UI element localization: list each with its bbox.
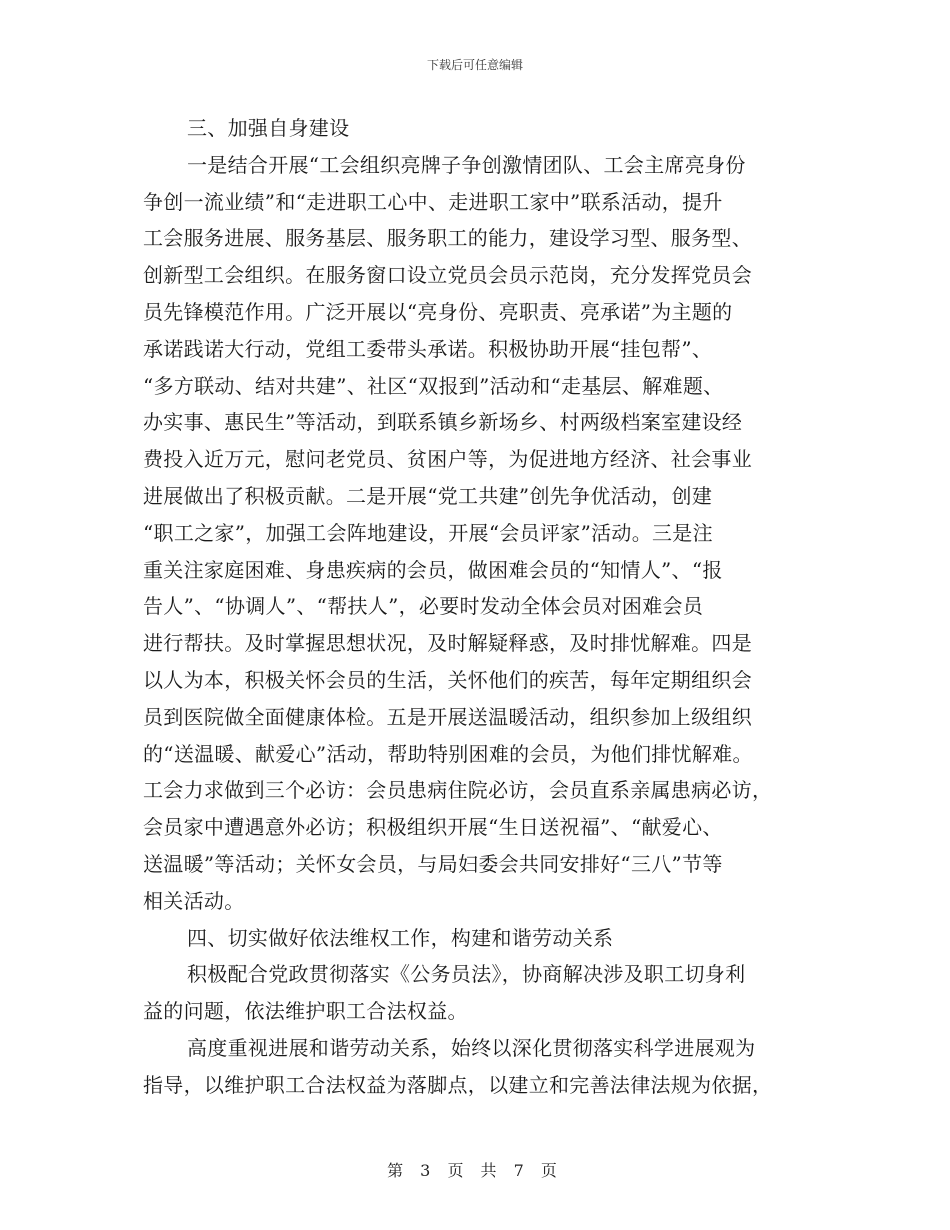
text-line: 会员家中遭遇意外必访；积极组织开展“生日送祝福”、“献爱心、: [143, 815, 723, 840]
text-line: 费投入近万元，慰问老党员、贫困户等，为促进地方经济、社会事业: [143, 447, 752, 472]
text-line: 创新型工会组织。在服务窗口设立党员会员示范岗，充分发挥党员会: [143, 263, 752, 288]
text-line: 争创一流业绩”和“走进职工心中、走进职工家中”联系活动，提升: [143, 189, 723, 214]
page-number: 第 3 页 共 7 页: [387, 1161, 563, 1180]
text-line: 三、加强自身建设: [187, 116, 350, 140]
text-line: 四、切实做好依法维权工作，构建和谐劳动关系: [187, 925, 614, 950]
text-line: 员到医院做全面健康体检。五是开展送温暖活动，组织参加上级组织: [143, 704, 752, 729]
text-line: 工会力求做到三个必访：会员患病住院必访，会员直系亲属患病必访，: [143, 778, 773, 803]
text-line: 送温暖”等活动；关怀女会员，与局妇委会共同安排好“三八”节等: [143, 851, 723, 876]
text-line: 以人为本，积极关怀会员的生活，关怀他们的疾苦，每年定期组织会: [143, 667, 752, 692]
text-line: 工会服务进展、服务基层、服务职工的能力，建设学习型、服务型、: [143, 226, 752, 251]
text-line: 一是结合开展“工会组织亮牌子争创激情团队、工会主席亮身份: [187, 152, 746, 177]
text-line: 指导，以维护职工合法权益为落脚点，以建立和完善法律法规为依据，: [143, 1072, 773, 1097]
text-line: 积极配合党政贯彻落实《公务员法》，协商解决涉及职工切身利: [187, 962, 746, 987]
text-line: 重关注家庭困难、身患疾病的会员，做困难会员的“知情人”、“报: [143, 557, 723, 582]
text-line: 进展做出了积极贡献。二是开展“党工共建”创先争优活动，创建: [143, 483, 713, 508]
text-line: 办实事、惠民生”等活动，到联系镇乡新场乡、村两级档案室建设经: [143, 410, 743, 435]
text-line: “职工之家”，加强工会阵地建设，开展“会员评家”活动。三是注: [143, 520, 713, 545]
text-line: 进行帮扶。及时掌握思想状况，及时解疑释惑，及时排忧解难。四是: [143, 631, 752, 656]
text-line: 高度重视进展和谐劳动关系，始终以深化贯彻落实科学进展观为: [187, 1035, 756, 1060]
page-header: 下载后可任意编辑: [426, 58, 523, 72]
text-line: “多方联动、结对共建”、社区“双报到”活动和“走基层、解难题、: [143, 373, 724, 398]
text-line: 的“送温暖、献爱心”活动，帮助特别困难的会员，为他们排忧解难。: [143, 741, 753, 766]
text-line: 员先锋模范作用。广泛开展以“亮身份、亮职责、亮承诺”为主题的: [143, 299, 733, 324]
text-line: 承诺践诺大行动，党组工委带头承诺。积极协助开展“挂包帮”、: [143, 336, 713, 361]
text-line: 益的问题，依法维护职工合法权益。: [143, 999, 468, 1024]
document-body: [143, 110, 805, 1104]
text-line: 相关活动。: [143, 888, 245, 913]
text-line: 告人”、“协调人”、“帮扶人”，必要时发动全体会员对困难会员: [143, 594, 704, 619]
